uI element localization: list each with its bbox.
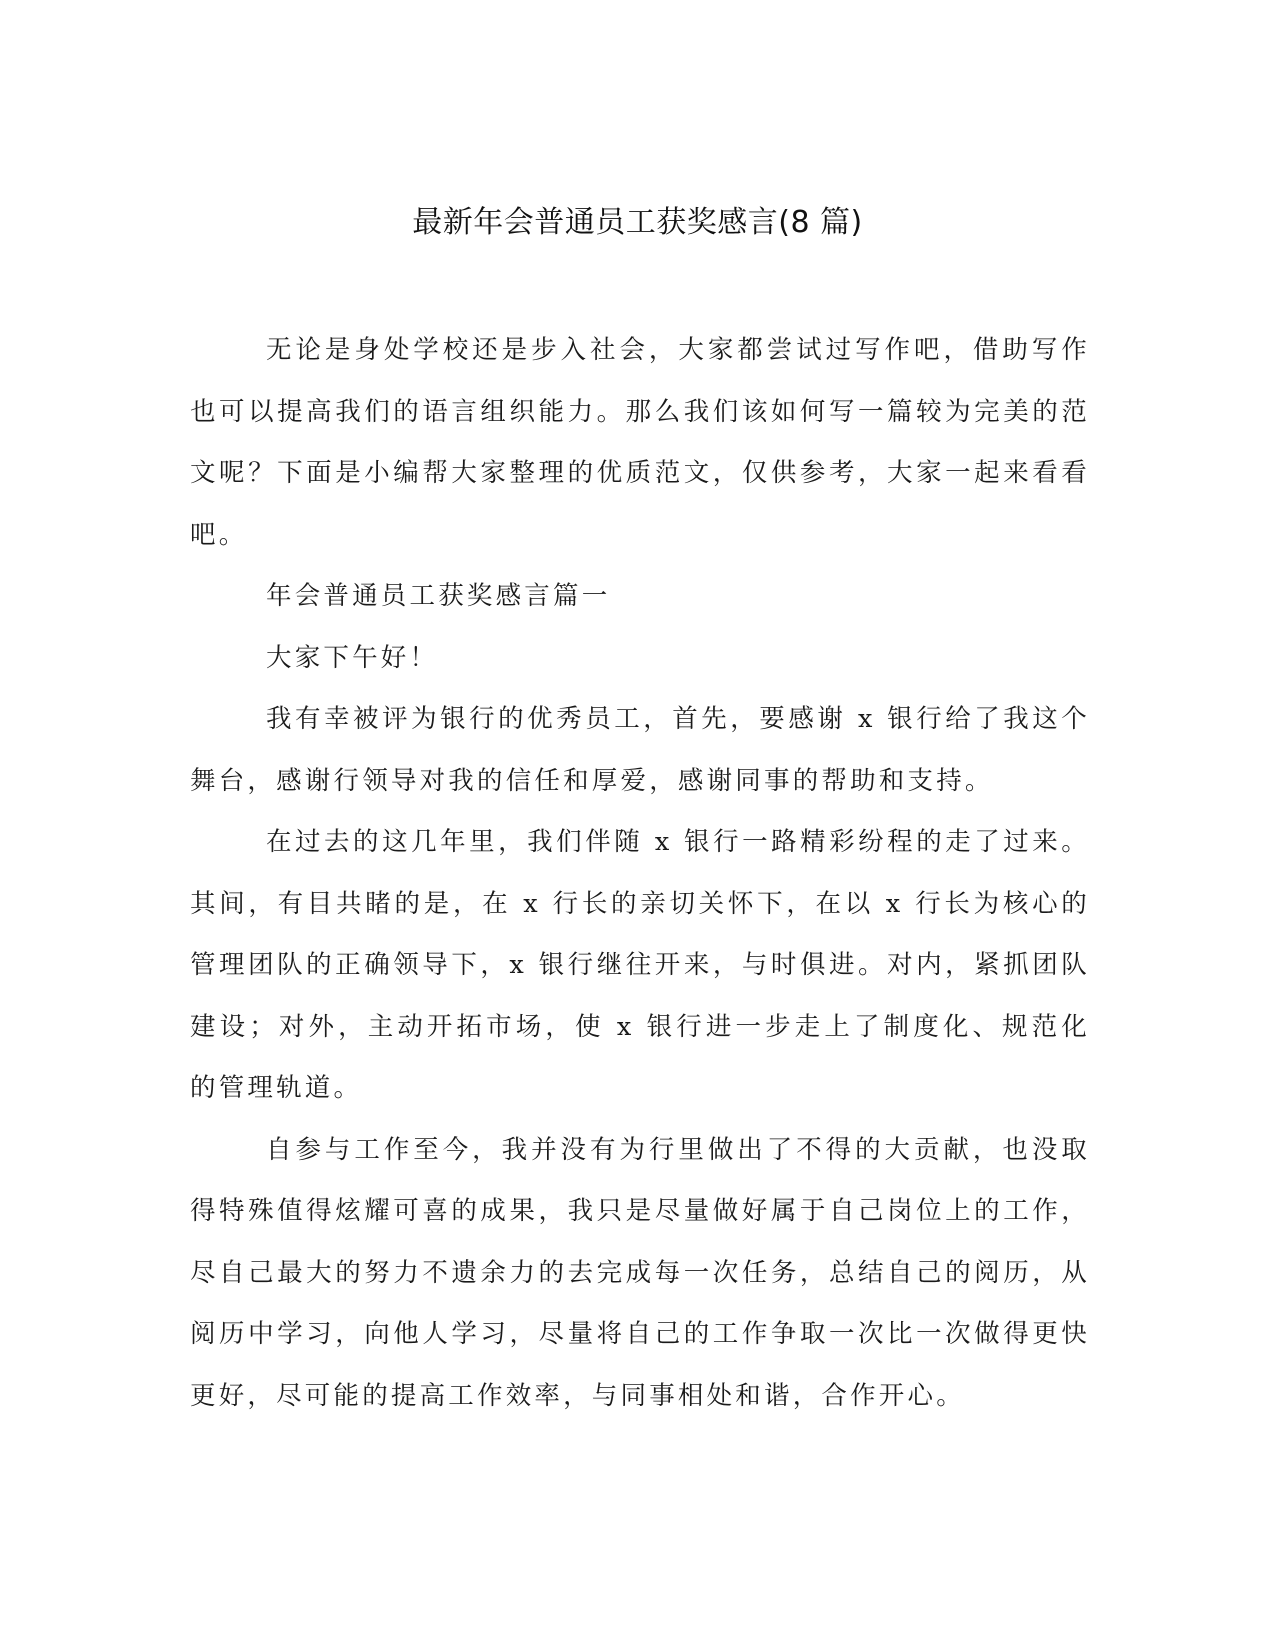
body-paragraph-3: 自参与工作至今，我并没有为行里做出了不得的大贡献，也没取得特殊值得炫耀可喜的成果，我只是尽量做好属于自己岗位上的工作，尽自己最大的努力不遗余力的去完成每一次任务，总结自己的阅历，从阅历中学习，向他人学习，尽量将自己的工作争取一次比一次做得更快更好，尽可能的提高工作效率，与同事相处和谐，合作开心。 xyxy=(190,1134,1090,1411)
greeting-paragraph: 大家下午好！ xyxy=(266,642,439,673)
section-heading: 年会普通员工获奖感言篇一 xyxy=(266,581,611,611)
document-body xyxy=(190,320,1090,1427)
body-paragraph-2: 在过去的这几年里，我们伴随 x 银行一路精彩纷程的走了过来。其间，有目共睹的是，在 x 行长的亲切关怀下，在以 x 行长为核心的管理团队的正确领导下，x 银行继往开来，与时俱进。对内，紧抓团队建设；对外，主动开拓市场，使 x 银行进一步走上了制度化、规范化的管理轨道。 xyxy=(190,827,1090,1103)
document-title: 最新年会普通员工获奖感言(8 篇) xyxy=(412,205,863,240)
intro-paragraph: 无论是身处学校还是步入社会，大家都尝试过写作吧，借助写作也可以提高我们的语言组织能力。那么我们该如何写一篇较为完美的范文呢？下面是小编帮大家整理的优质范文，仅供参考，大家一起来看看吧。 xyxy=(190,335,1090,550)
body-paragraph-1: 我有幸被评为银行的优秀员工，首先，要感谢 x 银行给了我这个舞台，感谢行领导对我的信任和厚爱，感谢同事的帮助和支持。 xyxy=(190,704,1090,796)
